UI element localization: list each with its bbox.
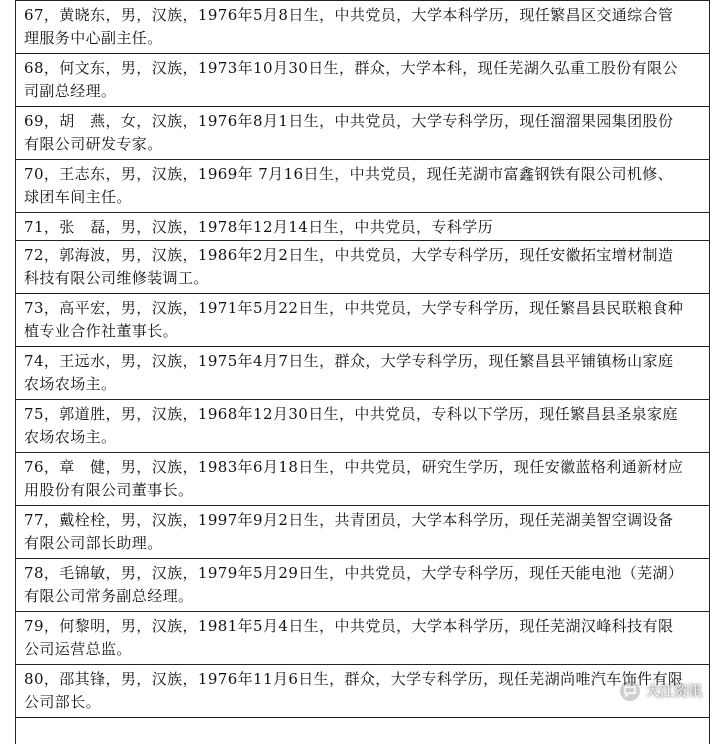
table-row-partial — [15, 718, 710, 744]
record-line-1: 76，章 健，男，汉族，1983年6月18日生，中共党员，研究生学历，现任安徽蓝格利通新材应 — [24, 458, 684, 476]
table-row — [15, 665, 710, 718]
record-line-2: 农场农场主。 — [24, 428, 117, 446]
record-line-1: 70，王志东，男，汉族，1969年 7月16日生，中共党员，现任芜湖市富鑫钢铁有限公司机修、 — [24, 165, 674, 183]
record-line-2: 有限公司部长助理。 — [24, 534, 163, 552]
record-line-1: 68，何文东，男，汉族，1973年10月30日生，群众，大学本科，现任芜湖久弘重工股份有限公 — [24, 59, 678, 77]
watermark — [620, 681, 702, 701]
table-row — [15, 160, 710, 213]
record-line-1: 72，郭海波，男，汉族，1986年2月2日生，中共党员，大学专科学历，现任安徽拓宝增材制造 — [24, 246, 674, 264]
table-row — [15, 347, 710, 400]
table-row — [15, 213, 710, 241]
record-line-2: 司副总经理。 — [24, 82, 117, 100]
record-line-1: 69，胡 燕，女，汉族，1976年8月1日生，中共党员，大学专科学历，现任溜溜果园集团股份 — [24, 112, 674, 130]
record-line-1: 79，何黎明，男，汉族，1981年5月4日生，中共党员，大学本科学历，现任芜湖汉峰科技有限 — [24, 617, 674, 635]
record-line-1: 71，张 磊，男，汉族，1978年12月14日生，中共党员，专科学历 — [24, 218, 494, 236]
record-line-2: 农场农场主。 — [24, 375, 117, 393]
record-line-2: 用股份有限公司董事长。 — [24, 481, 194, 499]
record-line-1: 67，黄晓东，男，汉族，1976年5月8日生，中共党员，大学本科学历，现任繁昌区交通综合管 — [24, 6, 674, 24]
table-row — [15, 612, 710, 665]
record-line-2: 球团车间主任。 — [24, 188, 132, 206]
record-line-2: 公司部长。 — [24, 693, 102, 711]
record-line-2: 植专业合作社董事长。 — [24, 322, 179, 340]
chat-bubble-icon — [620, 681, 640, 701]
table-row — [15, 559, 710, 612]
watermark-text: 大江资讯 — [646, 684, 702, 700]
table-row — [15, 1, 710, 54]
record-line-2: 理服务中心副主任。 — [24, 29, 163, 47]
table-row — [15, 54, 710, 107]
record-line-1: 78，毛锦敏，男，汉族，1979年5月29日生，中共党员，大学专科学历，现任天能电池（芜湖） — [24, 564, 684, 582]
table-row — [15, 107, 710, 160]
table-row — [15, 400, 710, 453]
record-line-2: 有限公司常务副总经理。 — [24, 587, 194, 605]
table-row — [15, 506, 710, 559]
record-line-1: 74，王远水，男，汉族，1975年4月7日生，群众，大学专科学历，现任繁昌县平铺镇杨山家庭 — [24, 352, 674, 370]
table-row — [15, 453, 710, 506]
record-line-2: 公司运营总监。 — [24, 640, 132, 658]
member-list — [15, 0, 710, 744]
record-line-1: 80，邵其锋，男，汉族，1976年11月6日生，群众，大学专科学历，现任芜湖尚唯汽车饰件有限 — [24, 670, 684, 688]
record-line-1: 73，高平宏，男，汉族，1971年5月22日生，中共党员，大学专科学历，现任繁昌县民联粮食种 — [24, 299, 684, 317]
table-row — [15, 241, 710, 294]
record-line-2: 有限公司研发专家。 — [24, 135, 163, 153]
record-line-1: 77，戴栓栓，男，汉族，1997年9月2日生，共青团员，大学本科学历，现任芜湖美智空调设备 — [24, 511, 674, 529]
record-line-2: 科技有限公司维修装调工。 — [24, 269, 209, 287]
table-row — [15, 294, 710, 347]
record-line-1: 75，郭道胜，男，汉族，1968年12月30日生，中共党员，专科以下学历，现任繁昌县圣泉家庭 — [24, 405, 678, 423]
